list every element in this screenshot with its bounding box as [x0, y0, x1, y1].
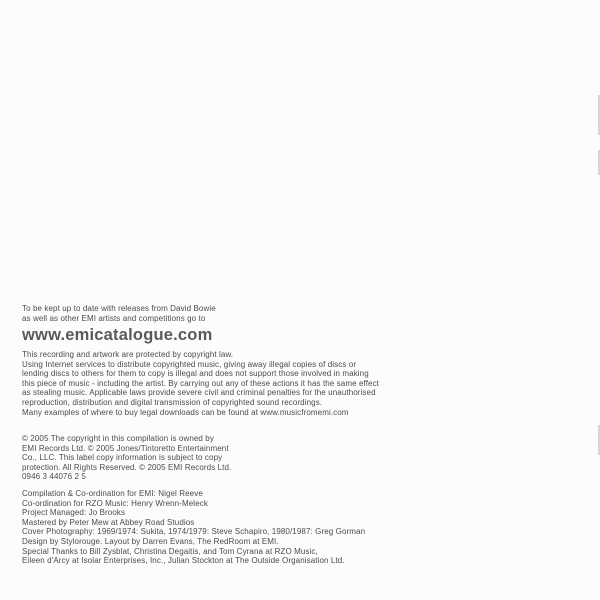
legal-line: lending discs to others for them to copy is illegal and does not support those involved in making	[22, 369, 369, 379]
website-url: www.emicatalogue.com	[22, 326, 213, 344]
credit-line: Co-ordination for RZO Music: Henry Wrenn-Meleck	[22, 498, 208, 508]
legal-line: reproduction, distribution and digital transmission of copyrighted sound recordings.	[22, 397, 323, 407]
copyright-notice	[22, 350, 572, 417]
credit-line: Project Managed: Jo Brooks	[22, 508, 126, 518]
credit-line: Cover Photography: 1969/1974: Sukita, 1974/1979: Steve Schapiro, 1980/1987: Greg Gorman	[22, 527, 366, 537]
intro-text	[22, 304, 572, 323]
copyright-line: EMI Records Ltd. © 2005 Jones/Tintoretto Entertainment	[22, 443, 229, 453]
scan-edge-marks	[590, 0, 600, 600]
credit-line: Mastered by Peter Mew at Abbey Road Studios	[22, 517, 195, 527]
credit-line: Eileen d'Arcy at Isolar Enterprises, Inc., Julian Stockton at The Outside Organisation Ltd.	[22, 556, 345, 566]
credit-line: Special Thanks to Bill Zysblat, Christina Degaitis, and Tom Cyrana at RZO Music,	[22, 546, 318, 556]
catalogue-number: 0946 3 44076 2 5	[22, 472, 86, 482]
credit-line: Design by Stylorouge. Layout by Darren Evans, The RedRoom at EMI.	[22, 536, 279, 546]
intro-line: To be kept up to date with releases from David Bowie	[22, 304, 216, 313]
copyright-line: protection. All Rights Reserved. © 2005 EMI Records Ltd.	[22, 462, 232, 472]
legal-line: as stealing music. Applicable laws provide severe civil and criminal penalties for the unauthorised	[22, 388, 376, 398]
copyright-block	[22, 434, 572, 482]
credits-block	[22, 489, 572, 566]
website-block	[22, 325, 572, 345]
copyright-line: © 2005 The copyright in this compilation is owned by	[22, 434, 214, 443]
intro-line: as well as other EMI artists and competitions go to	[22, 313, 206, 323]
legal-line: This recording and artwork are protected by copyright law.	[22, 350, 234, 359]
legal-line: Many examples of where to buy legal downloads can be found at www.musicfromemi.com	[22, 407, 349, 417]
legal-line: Using Internet services to distribute copyrighted music, giving away illegal copies of discs or	[22, 359, 357, 369]
copyright-line: Co., LLC. This label copy information is subject to copy	[22, 453, 223, 463]
credit-line: Compilation & Co-ordination for EMI: Nigel Reeve	[22, 489, 203, 498]
legal-line: this piece of music - including the artist. By carrying out any of these actions it has the same effect	[22, 378, 379, 388]
